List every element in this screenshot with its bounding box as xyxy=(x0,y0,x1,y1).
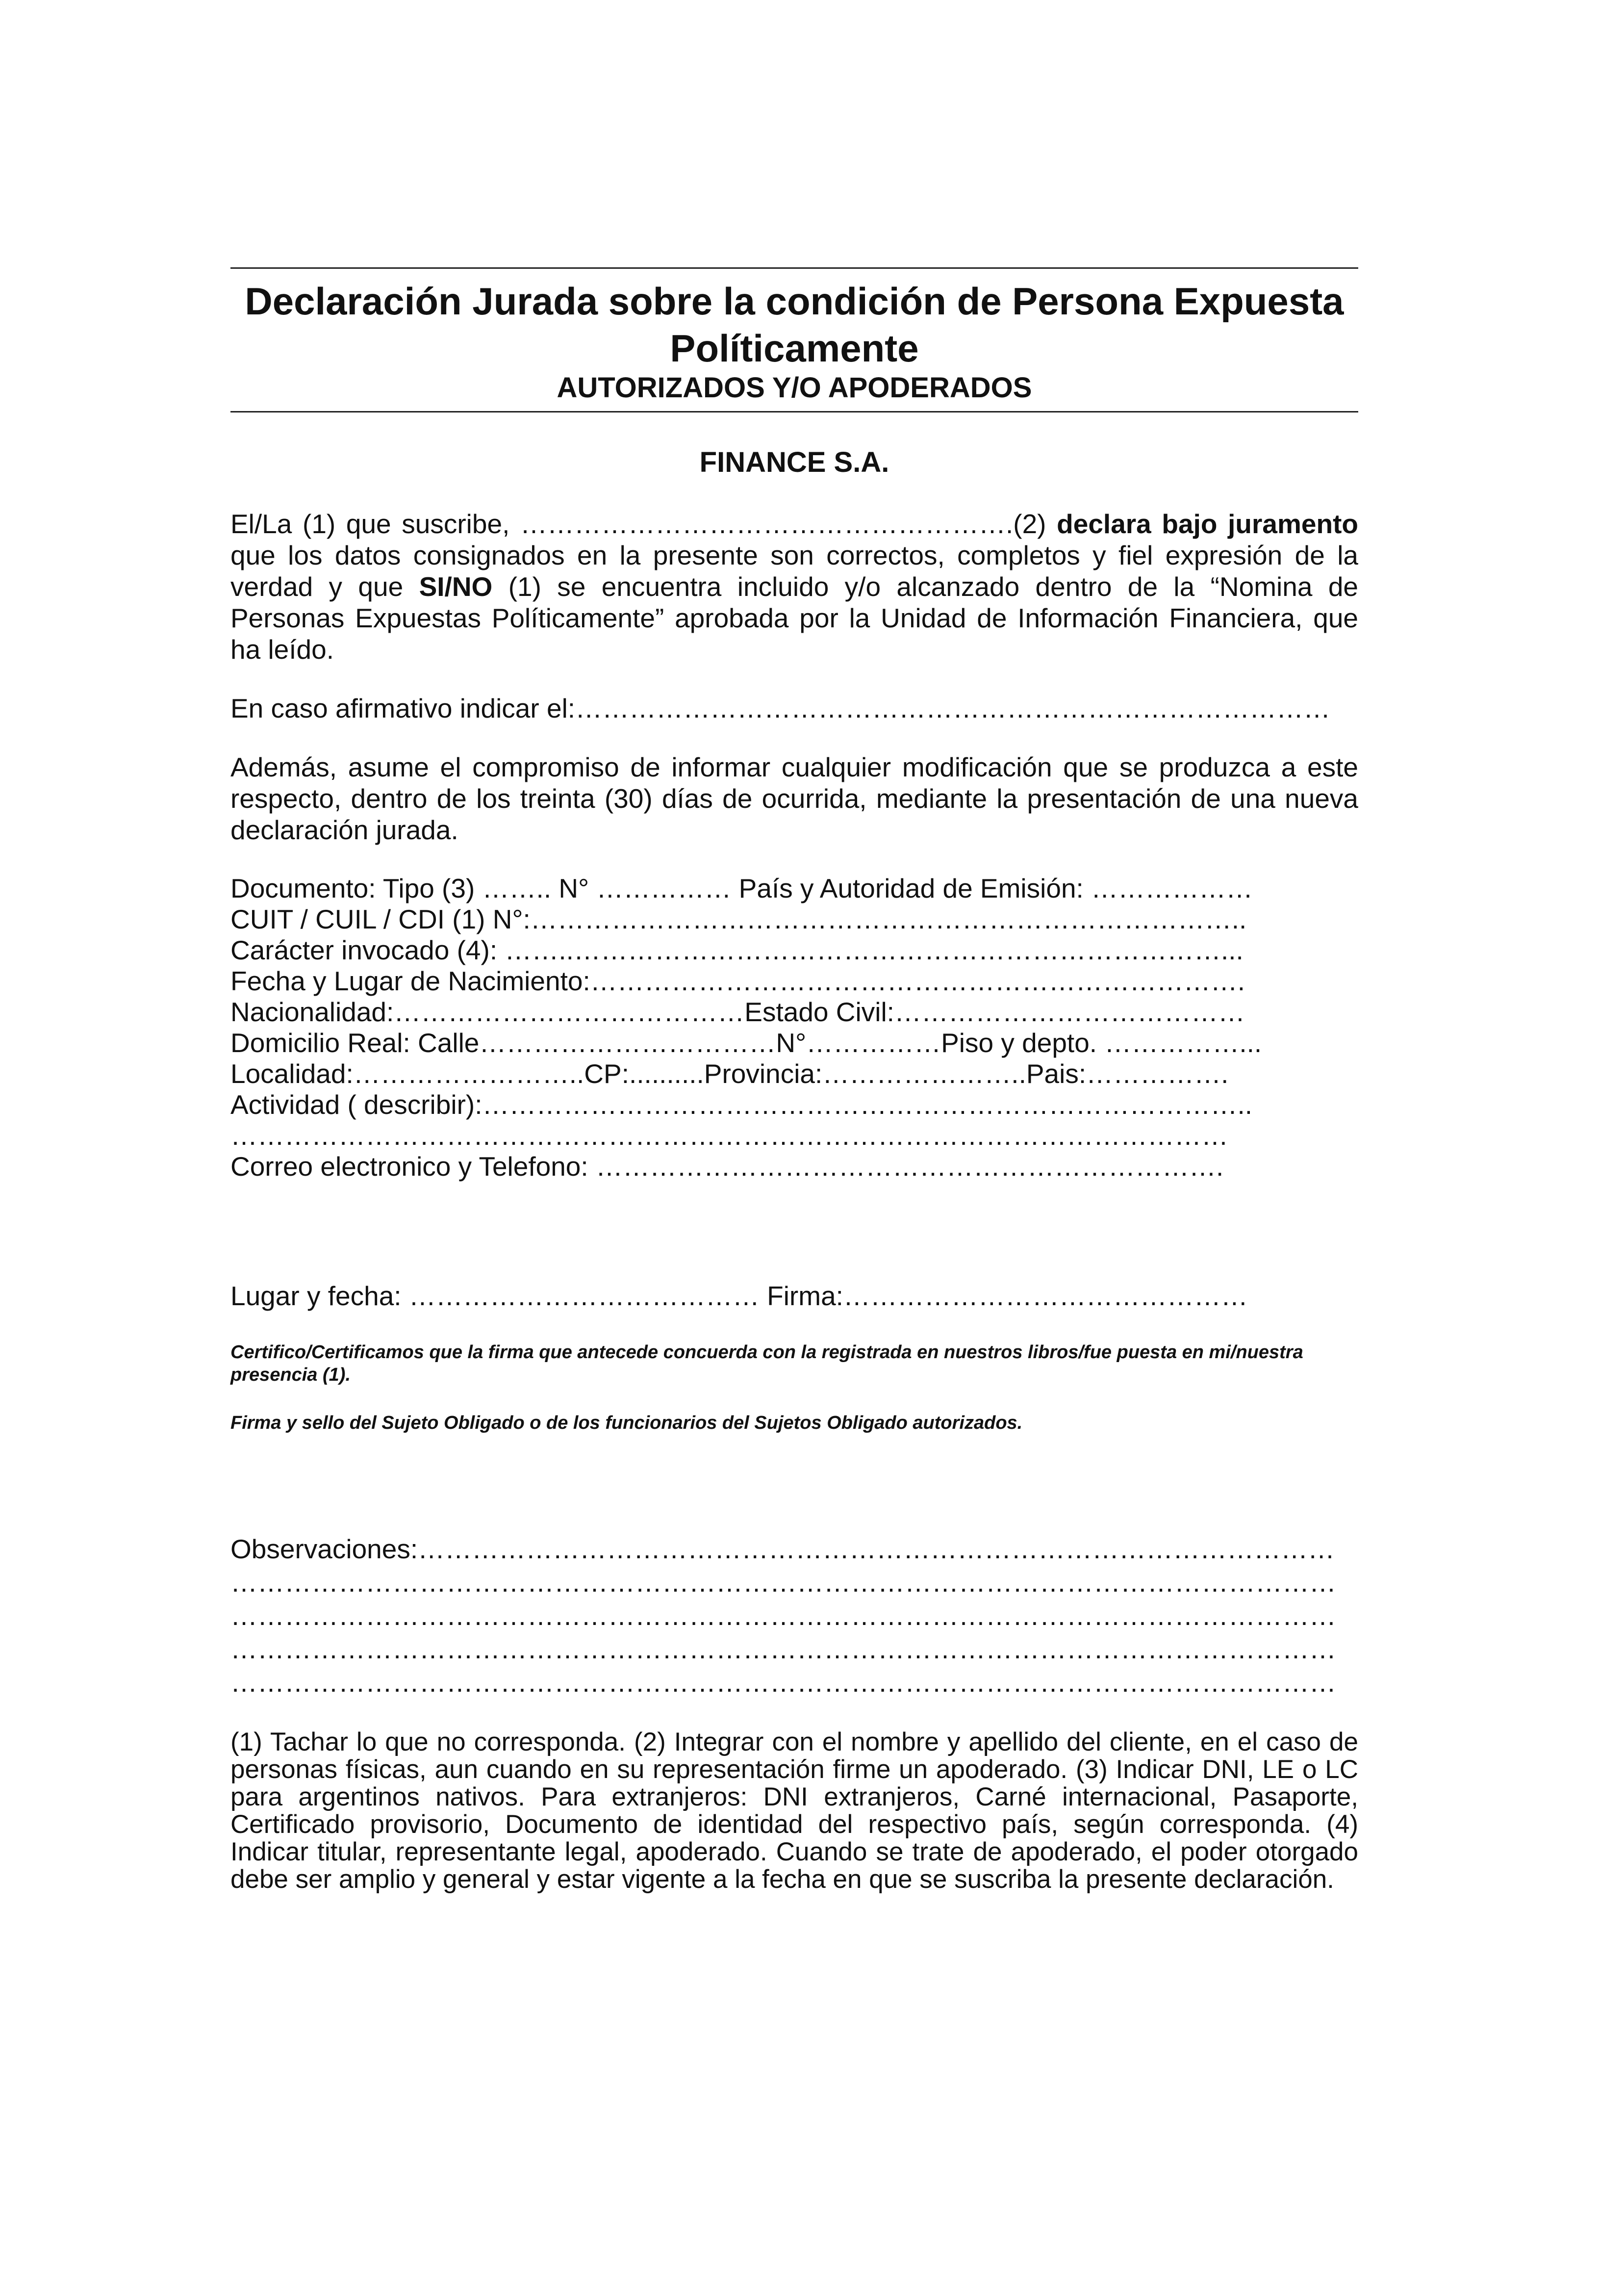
title-block xyxy=(230,269,1358,411)
declaration-bold-oath: declara bajo juramento xyxy=(1057,509,1358,539)
field-correo: Correo electronico y Telefono: ……………………………………………………………. xyxy=(230,1151,1224,1182)
observaciones-section xyxy=(230,1532,1358,1699)
document-subtitle: AUTORIZADOS Y/O APODERADOS xyxy=(557,372,1032,404)
declaration-text-c: (1) se encuentra incluido y/o alcanzado dentro de la “Nomina de Personas Expuestas Políticamente” aprobada por la Unidad de Información Financiera, que ha leído. xyxy=(230,571,1358,665)
footnotes xyxy=(230,1728,1358,1893)
declaration-paragraph xyxy=(230,508,1358,665)
lugar-fecha-firma: Lugar y fecha: ………………………………… Firma:……………………………………… xyxy=(230,1281,1248,1311)
field-caracter: Carácter invocado (4): ……..………………………………………………………………... xyxy=(230,935,1243,965)
commitment-paragraph: Además, asume el compromiso de informar cualquier modificación que se produzca a este respecto, dentro de los treinta (30) días de ocurrida, mediante la presentación de una nueva declaración jurada. xyxy=(230,752,1358,845)
certification-text: Certifico/Certificamos que la firma que antecede concuerda con la registrada en nuestros libros/fue puesta en mi/nuestra presencia (1). xyxy=(230,1342,1303,1385)
footnotes-text: (1) Tachar lo que no corresponda. (2) Integrar con el nombre y apellido del cliente, en el caso de personas físicas, aun cuando en su representación firme un apoderado. (3) Indicar DNI, LE o LC para argentinos nativos. Para extranjeros: DNI extranjeros, Carné internacional, Pasaporte, Certificado provisorio, Documento de identidad del respectivo país, según corresponda. (4) Indicar titular, representante legal, apoderado. Cuando se trate de apoderado, el poder otorgado debe ser amplio y general y estar vigente a la fecha en que se suscriba la presente declaración. xyxy=(230,1727,1358,1894)
observaciones-line: …………………………………………………………………………………………………………… xyxy=(230,1667,1336,1698)
document-title: Declaración Jurada sobre la condición de Persona Expuesta Políticamente xyxy=(245,280,1344,370)
affirmative-line: En caso afirmativo indicar el:………………………………………………………………………… xyxy=(230,693,1331,723)
field-cuit: CUIT / CUIL / CDI (1) N°:…………………………………………………………………….. xyxy=(230,904,1247,934)
document-page xyxy=(230,267,1358,1893)
field-documento: Documento: Tipo (3) …….. N° …………… País y Autoridad de Emisión: ……………… xyxy=(230,873,1253,903)
field-nacimiento: Fecha y Lugar de Nacimiento:………………………………………………………………. xyxy=(230,966,1245,996)
observaciones-line: …………………………………………………………………………………………………………… xyxy=(230,1600,1336,1631)
observaciones-line: …………………………………………………………………………………………………………… xyxy=(230,1567,1336,1598)
observaciones-line: Observaciones:………………………………………………………………………………………… xyxy=(230,1534,1335,1564)
field-actividad: Actividad ( describir):………………………………………………………………………….. xyxy=(230,1089,1253,1120)
field-nacionalidad: Nacionalidad:…………………………………Estado Civil:………………………………… xyxy=(230,997,1245,1027)
company-name: FINANCE S.A. xyxy=(699,446,889,478)
declaration-text-b: que los datos consignados en la presente son correctos, completos y fiel expresión de la verdad y que xyxy=(230,540,1358,602)
observaciones-line: …………………………………………………………………………………………………………… xyxy=(230,1634,1336,1664)
declaration-bold-sino: SI/NO xyxy=(419,571,493,602)
signature-seal-text: Firma y sello del Sujeto Obligado o de los funcionarios del Sujetos Obligado autorizados. xyxy=(230,1413,1023,1433)
field-localidad: Localidad:……………………..CP:..........Provincia:…………………..Pais:……………. xyxy=(230,1058,1229,1089)
field-domicilio: Domicilio Real: Calle……………………………N°……………Piso y depto. ……………... xyxy=(230,1028,1262,1058)
fields-section xyxy=(230,873,1358,1182)
declaration-text-a: El/La (1) que suscribe, ……………………………………………….(2) xyxy=(230,509,1057,539)
bottom-rule xyxy=(230,411,1358,412)
field-actividad-cont: ………………………………………………………………………………………………… xyxy=(230,1120,1228,1151)
